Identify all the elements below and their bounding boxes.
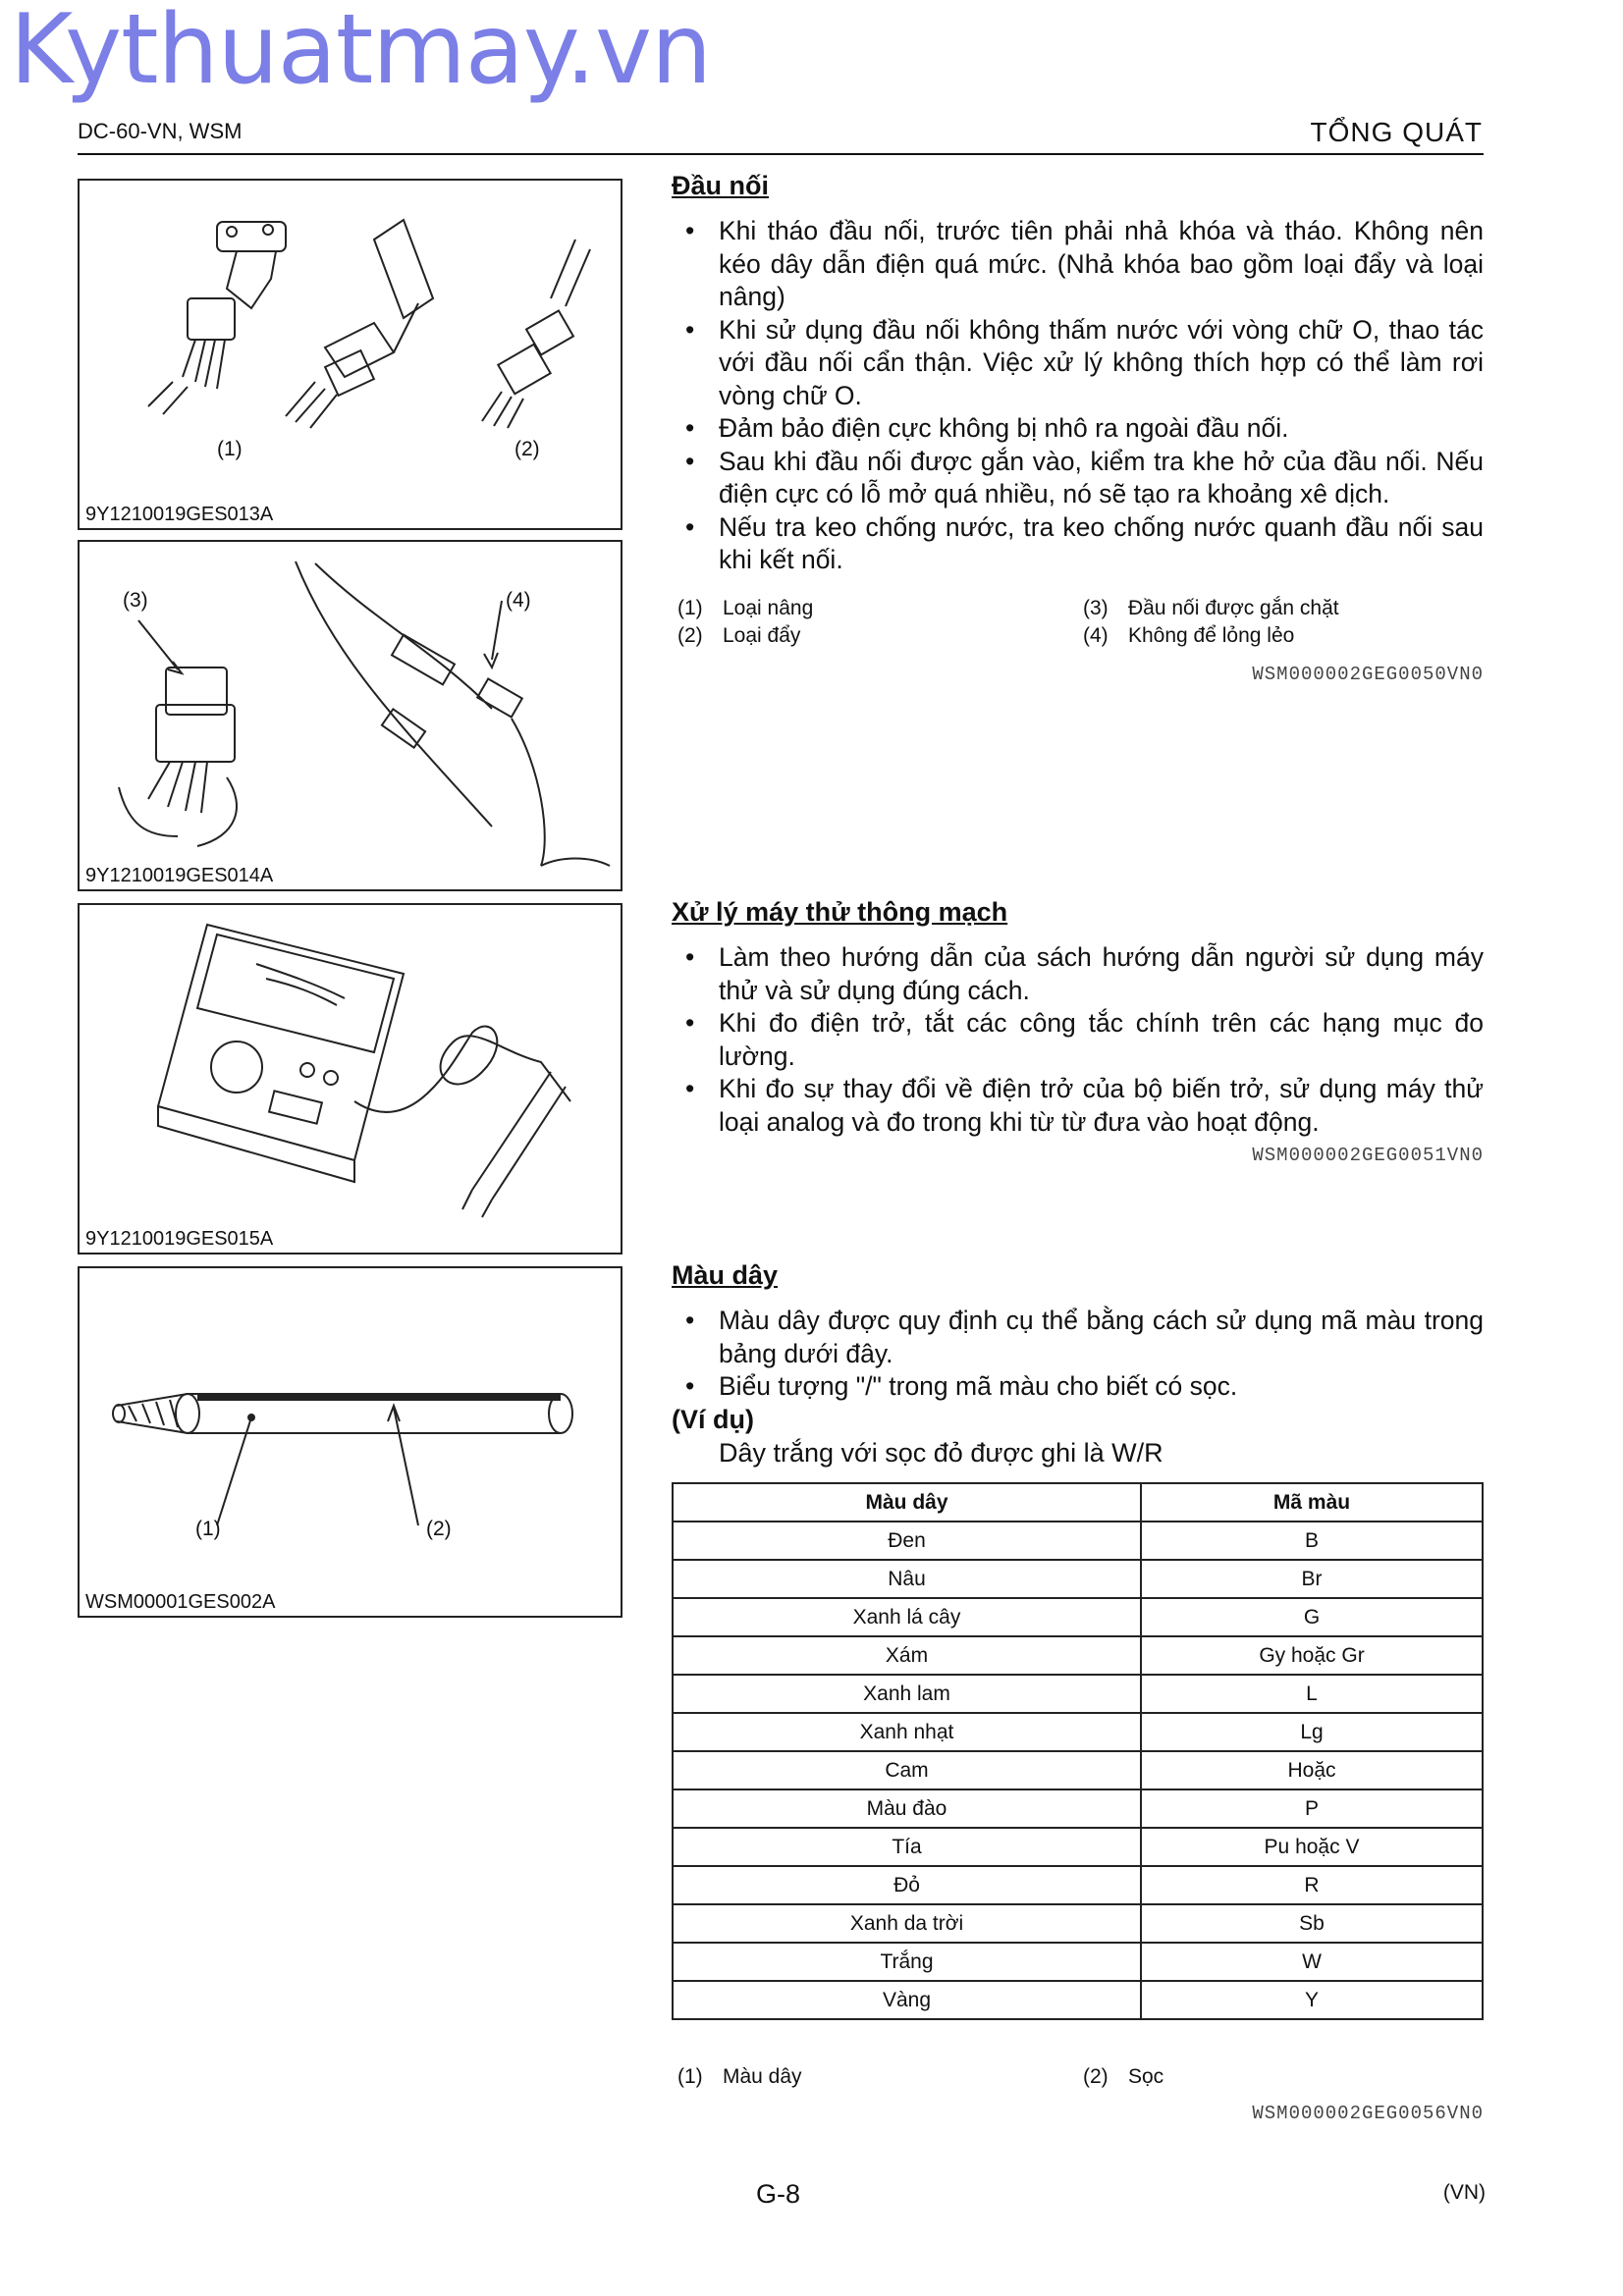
table-cell: Trắng: [673, 1943, 1141, 1981]
table-row: [673, 1981, 1483, 2019]
connector-bullets: [672, 215, 1484, 577]
circuit-tester-illustration: [80, 905, 624, 1256]
bullet-item: • Khi tháo đầu nối, trước tiên phải nhả khóa và tháo. Không nên kéo dây dẫn điện quá mức. (Nhả khóa bao gồm loại đẩy và loại nâng): [672, 215, 1484, 314]
table-cell: Lg: [1141, 1713, 1483, 1751]
figure-connector-types: [78, 179, 622, 530]
table-cell: Xanh lam: [673, 1675, 1141, 1713]
figure-code: 9Y1210019GES014A: [85, 865, 274, 886]
tester-bullets: [672, 941, 1484, 1139]
table-cell: Xanh nhạt: [673, 1713, 1141, 1751]
table-row: [673, 1713, 1483, 1751]
figure-connector-engagement: [78, 540, 622, 891]
table-row: [673, 1866, 1483, 1904]
bullet-item: • Biểu tượng "/" trong mã màu cho biết có sọc.: [672, 1370, 1484, 1404]
example-text: Dây trắng với sọc đỏ được ghi là W/R: [719, 1438, 1163, 1468]
table-cell: Tía: [673, 1828, 1141, 1866]
table-cell: G: [1141, 1598, 1483, 1636]
section-code: WSM000002GEG0050VN0: [1252, 664, 1484, 685]
table-cell: L: [1141, 1675, 1483, 1713]
connector-types-illustration: [80, 181, 624, 532]
table-cell: Vàng: [673, 1981, 1141, 2019]
table-cell: Gy hoặc Gr: [1141, 1636, 1483, 1675]
table-row: [673, 1560, 1483, 1598]
table-cell: Đen: [673, 1522, 1141, 1560]
table-cell: Nâu: [673, 1560, 1141, 1598]
table-row: [673, 1943, 1483, 1981]
figure-code: WSM00001GES002A: [85, 1591, 276, 1613]
legend-item-2: (2) Sọc: [1083, 2065, 1164, 2088]
table-header-row: [673, 1483, 1483, 1522]
figure-code: 9Y1210019GES015A: [85, 1228, 274, 1250]
table-row: [673, 1675, 1483, 1713]
section-code: WSM000002GEG0051VN0: [1252, 1145, 1484, 1166]
figure-label-1: (1): [195, 1518, 221, 1540]
table-row: [673, 1636, 1483, 1675]
wire-stripe-illustration: [80, 1268, 624, 1620]
column-header-color-code: Mã màu: [1141, 1483, 1483, 1522]
column-header-wire-color: Màu dây: [673, 1483, 1141, 1522]
table-row: [673, 1904, 1483, 1943]
section-title-circuit-tester: Xử lý máy thử thông mạch: [672, 897, 1008, 927]
table-cell: Xanh da trời: [673, 1904, 1141, 1943]
table-cell: Xanh lá cây: [673, 1598, 1141, 1636]
legend-item-3: (3) Đầu nối được gắn chặt: [1083, 597, 1339, 619]
figure-code: 9Y1210019GES013A: [85, 504, 274, 525]
figure-circuit-tester: [78, 903, 622, 1255]
bullet-item: • Màu dây được quy định cụ thể bằng cách sử dụng mã màu trong bảng dưới đây.: [672, 1305, 1484, 1370]
header-divider: [78, 153, 1484, 155]
table-cell: Đỏ: [673, 1866, 1141, 1904]
page-number: G-8: [756, 2179, 801, 2209]
table-row: [673, 1522, 1483, 1560]
document-code: DC-60-VN, WSM: [78, 119, 243, 143]
figure-label-1: (1): [217, 438, 243, 460]
bullet-item: • Nếu tra keo chống nước, tra keo chống nước quanh đầu nối sau khi kết nối.: [672, 511, 1484, 577]
legend-item-2: (2) Loại đẩy: [677, 624, 801, 647]
bullet-item: • Khi đo sự thay đổi về điện trở của bộ biến trở, sử dụng máy thử loại analog và đo trong khi từ từ đưa vào hoạt động.: [672, 1073, 1484, 1139]
chapter-title: TỔNG QUÁT: [1310, 117, 1483, 147]
table-cell: Sb: [1141, 1904, 1483, 1943]
legend-item-1: (1) Loại nâng: [677, 597, 814, 619]
table-cell: Xám: [673, 1636, 1141, 1675]
figure-label-2: (2): [426, 1518, 452, 1540]
table-cell: W: [1141, 1943, 1483, 1981]
bullet-item: • Làm theo hướng dẫn của sách hướng dẫn người sử dụng máy thử và sử dụng đúng cách.: [672, 941, 1484, 1007]
table-cell: Cam: [673, 1751, 1141, 1789]
figure-label-3: (3): [123, 589, 148, 612]
table-row: [673, 1828, 1483, 1866]
bullet-item: • Khi sử dụng đầu nối không thấm nước với vòng chữ O, thao tác với đầu nối cẩn thận. Việc xử lý không thích hợp có thể làm rơi vòng chữ O.: [672, 314, 1484, 413]
table-cell: Br: [1141, 1560, 1483, 1598]
bullet-item: • Khi đo điện trở, tắt các công tắc chính trên các hạng mục đo lường.: [672, 1007, 1484, 1073]
table-cell: Màu đào: [673, 1789, 1141, 1828]
connector-engagement-illustration: [80, 542, 624, 893]
watermark: Kythuatmay.vn: [10, 0, 712, 106]
table-row: [673, 1789, 1483, 1828]
figure-label-4: (4): [506, 589, 531, 612]
table-cell: Pu hoặc V: [1141, 1828, 1483, 1866]
example-label: (Ví dụ): [672, 1405, 754, 1434]
table-cell: P: [1141, 1789, 1483, 1828]
figure-label-2: (2): [514, 438, 540, 460]
table-row: [673, 1598, 1483, 1636]
table-cell: B: [1141, 1522, 1483, 1560]
table-row: [673, 1751, 1483, 1789]
legend-item-1: (1) Màu dây: [677, 2065, 802, 2088]
color-code-table: [672, 1482, 1484, 2020]
table-cell: Hoặc: [1141, 1751, 1483, 1789]
bullet-item: • Đảm bảo điện cực không bị nhô ra ngoài đầu nối.: [672, 412, 1484, 446]
section-code: WSM000002GEG0056VN0: [1252, 2103, 1484, 2124]
table-cell: R: [1141, 1866, 1483, 1904]
figure-wire-stripe: [78, 1266, 622, 1618]
bullet-item: • Sau khi đầu nối được gắn vào, kiểm tra khe hở của đầu nối. Nếu điện cực có lỗ mở quá nhiều, nó sẽ tạo ra khoảng xê dịch.: [672, 446, 1484, 511]
table-cell: Y: [1141, 1981, 1483, 2019]
wire-color-bullets: [672, 1305, 1484, 1404]
language-tag: (VN): [1442, 2181, 1486, 2204]
legend-item-4: (4) Không để lỏng lẻo: [1083, 624, 1295, 647]
section-title-connectors: Đầu nối: [672, 171, 769, 200]
section-title-wire-color: Màu dây: [672, 1260, 779, 1290]
